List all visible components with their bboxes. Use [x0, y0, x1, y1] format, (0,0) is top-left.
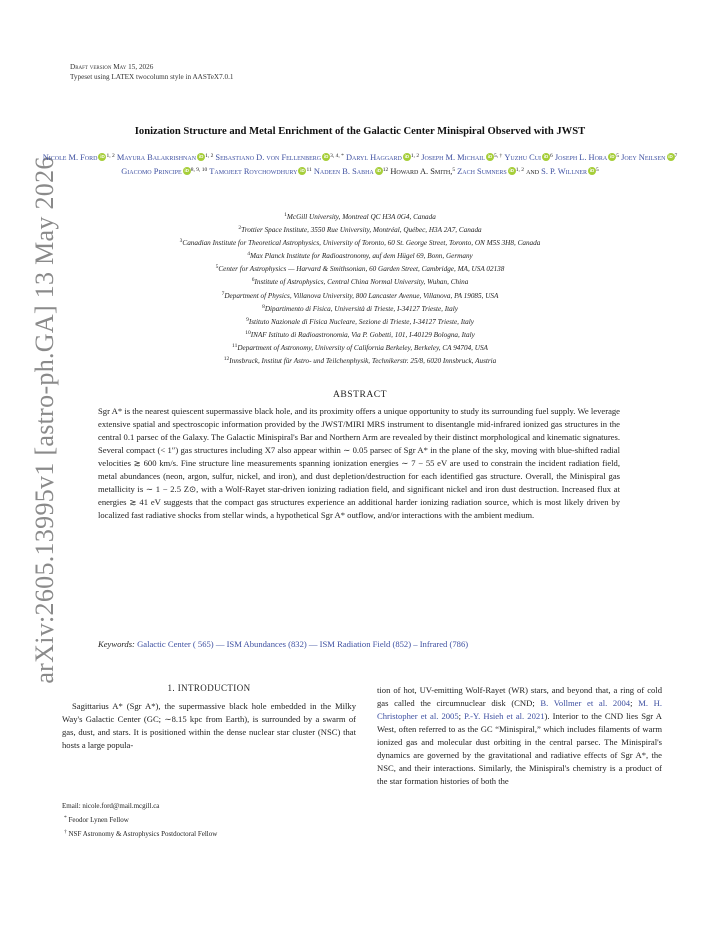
author-affiliation-mark: 11 — [306, 167, 312, 173]
author-affiliation-mark: 5 — [452, 167, 456, 173]
author-affiliation-mark: 1, 2 — [410, 153, 420, 159]
draft-version — [70, 62, 153, 72]
affiliation-number: 1 — [284, 212, 287, 218]
citation-vollmer-2004[interactable]: B. Vollmer et al. 2004 — [540, 698, 631, 708]
author-affiliation-mark: 5 — [596, 167, 599, 173]
author-list — [30, 150, 690, 178]
author-affiliation-mark: 5 — [616, 153, 620, 159]
keyword-separator: – — [411, 639, 420, 649]
affiliation-line — [20, 210, 700, 223]
affiliation-line — [20, 223, 700, 236]
footnote-1-mark: * — [64, 815, 67, 821]
affiliation-text: Dipartimento di Fisica, Università di Trieste, I-34127 Trieste, Italy — [264, 304, 458, 313]
keyword-link[interactable]: ISM Abundances (832) — [226, 639, 307, 649]
affiliation-line — [20, 289, 700, 302]
footnotes — [62, 800, 356, 840]
affiliation-text: Trottier Space Institute, 3550 Rue University, Montréal, Québec, H3A 2A7, Canada — [241, 226, 482, 235]
author-name[interactable]: Yuzhu Cui — [504, 153, 542, 162]
author-name[interactable]: S. P. Willner — [541, 167, 587, 176]
paper-title: Ionization Structure and Metal Enrichment of the Galactic Center Minispiral Observed with JWST — [134, 126, 586, 137]
affiliation-line — [20, 341, 700, 354]
affiliation-line — [20, 354, 700, 367]
keyword-separator: — — [213, 639, 227, 649]
affiliation-line — [20, 302, 700, 315]
affiliation-text: McGill University, Montreal QC H3A 0G4, Canada — [286, 213, 436, 221]
affiliation-line — [20, 236, 700, 249]
affiliation-text: INAF Istituto di Radioastronomia, Via P. Gobetti, 101, I-40129 Bologna, Italy — [250, 330, 475, 339]
affiliation-number: 11 — [232, 342, 238, 349]
author-and: and — [526, 167, 540, 176]
orcid-icon[interactable] — [298, 167, 306, 175]
affiliation-line — [20, 262, 700, 275]
footnote-1 — [62, 812, 356, 826]
footnote-2-text: NSF Astronomy & Astrophysics Postdoctoral Fellow — [68, 830, 218, 838]
citation-separator: ; — [630, 698, 633, 708]
affiliation-number: 10 — [245, 329, 251, 336]
orcid-icon[interactable] — [588, 167, 596, 175]
affiliation-list — [20, 210, 700, 367]
author-affiliation-mark: 3, 4, * — [330, 153, 344, 159]
affiliation-text: Center for Astrophysics — Harvard & Smithsonian, 60 Garden Street, Cambridge, MA, USA 02138 — [218, 265, 505, 274]
affiliation-number: 4 — [247, 251, 251, 258]
affiliation-number: 3 — [179, 238, 183, 245]
author-name[interactable]: Giacomo Principe — [121, 167, 182, 176]
citation-hsieh-2021[interactable]: P.-Y. Hsieh et al. 2021 — [464, 711, 545, 721]
citation-christopher-2005[interactable]: M. H. Christopher et al. 2005 — [377, 698, 663, 721]
author-affiliation-mark: 1, 2 — [106, 153, 115, 159]
affiliation-text: Department of Astronomy, University of California Berkeley, Berkeley, CA 94704, USA — [237, 343, 488, 352]
affiliation-number: 2 — [238, 225, 242, 232]
affiliation-text: Istituto Nazionale di Fisica Nucleare, Sezione di Trieste, I-34127 Trieste, Italy — [248, 317, 474, 326]
affiliation-line — [20, 249, 700, 262]
arxiv-id: arXiv:2605.13995v1 [astro-ph.GA] 13 May 2026 — [30, 156, 59, 684]
affiliation-number: 7 — [221, 290, 225, 297]
author-affiliation-mark: 12 — [382, 167, 389, 173]
author-name[interactable]: Nadeen B. Sabha — [313, 167, 374, 176]
affiliation-number: 12 — [223, 356, 230, 363]
author-name[interactable]: Mayura Balakrishnan — [116, 153, 197, 162]
affiliation-text: Max Planck Institute for Radioastronomy, auf dem Hügel 69, Bonn, Germany — [250, 252, 473, 261]
author-affiliation-mark: 1, 2 — [515, 167, 524, 173]
affiliation-number: 6 — [251, 277, 255, 284]
affiliation-number: 8 — [262, 303, 265, 310]
intro-right-column — [377, 684, 662, 788]
typeset-note: Typeset using LATEX twocolumn style in AASTeX7.0.1 — [70, 73, 234, 81]
author-name[interactable]: Daryl Haggard — [345, 153, 402, 162]
draft-version-text: Draft version May 15, 2026 — [70, 63, 154, 71]
orcid-icon[interactable] — [197, 153, 205, 161]
affiliation-text: Canadian Institute for Theoretical Astrophysics, University of Toronto, 60 St. George Street, Toronto, ON M5S 3H8, Canada — [182, 239, 541, 248]
author-affiliation-mark: 7 — [674, 153, 678, 159]
keyword-separator: — — [306, 639, 320, 649]
affiliation-line — [20, 275, 700, 288]
affiliation-text: Innsbruck, Institut für Astro- und Teilchenphysik, Technikerstr. 25/8, 6020 Innsbruck, Austria — [229, 357, 497, 366]
footnote-2 — [62, 826, 356, 840]
author-affiliation-mark: 8, 9, 10 — [190, 167, 208, 173]
author-name[interactable]: Zach Sumners — [457, 167, 507, 176]
author-name[interactable]: Joseph M. Michail — [421, 153, 485, 162]
orcid-icon[interactable] — [322, 153, 330, 161]
author-name: Howard A. Smith, — [390, 167, 453, 176]
affiliation-text: Institute of Astrophysics, Central China Normal University, Wuhan, China — [254, 278, 469, 287]
author-name[interactable]: Joey Neilsen — [621, 153, 666, 162]
footnote-email: Email: nicole.ford@mail.mcgill.ca — [62, 802, 160, 810]
intro-left-column: Sagittarius A* (Sgr A*), the supermassive black hole embedded in the Milky Way's Galactic Center (GC; ∼8.15 kpc from Earth), is surrounded by a swarm of gas, dust, and stars. It is positioned within the dense nuclear star cluster (NSC) that hosts a large popula- — [62, 701, 356, 750]
affiliation-text: Department of Physics, Villanova University, 800 Lancaster Avenue, Villanova, PA 19085, USA — [224, 291, 499, 300]
orcid-icon[interactable] — [542, 153, 550, 161]
section-heading-introduction: 1. INTRODUCTION — [167, 683, 251, 693]
keyword-link[interactable]: Galactic Center ( 565) — [137, 639, 214, 649]
author-name[interactable]: Joseph L. Hora — [554, 153, 608, 162]
keyword-link[interactable]: Infrared (786) — [419, 639, 469, 649]
footnote-2-mark: † — [64, 829, 67, 835]
citation-separator: ; — [458, 711, 462, 721]
abstract-heading: ABSTRACT — [332, 389, 388, 400]
keywords — [98, 638, 620, 651]
author-name[interactable]: Nicole M. Ford — [42, 153, 98, 162]
affiliation-line — [20, 328, 700, 341]
orcid-icon[interactable] — [183, 167, 191, 175]
author-affiliation-mark: 5, † — [493, 153, 503, 159]
keyword-link[interactable]: ISM Radiation Field (852) — [319, 639, 412, 649]
footnote-1-text: Feodor Lynen Fellow — [68, 816, 129, 824]
intro-right-text-1: tion of hot, UV-emitting Wolf-Rayet (WR) stars, and beyond that, a ring of cold gas called the circumnuclear disk (CND; — [377, 685, 662, 708]
affiliation-number: 5 — [215, 264, 219, 271]
author-name[interactable]: Sebastiano D. von Fellenberg — [215, 153, 322, 162]
orcid-icon[interactable] — [486, 153, 494, 161]
intro-right-text-2: ). Interior to the CND lies Sgr A West, often referred to as the GC “Minispiral,” which includes filaments of warm ionized gas and molecular dust orbiting in the central parsec. The Minispiral's dynamics are governed by the gravitational and radiative effects of Sgr A*, the NSC, and their interactions. Similarly, the Minispiral's chemistry is a product of the star formation histories of both the — [377, 711, 663, 786]
orcid-icon[interactable] — [98, 153, 106, 161]
author-affiliation-mark: 1, 2 — [205, 153, 214, 159]
orcid-icon[interactable] — [508, 167, 516, 175]
author-affiliation-mark: 6 — [550, 153, 553, 159]
abstract-body: Sgr A* is the nearest quiescent supermassive black hole, and its proximity offers a unique opportunity to study its surrounding fuel supply. We leverage extensive spatial and spectroscopic information provided by the JWST/MIRI MRS instrument to disentangle mid-infrared ionized gas structures in the central 0.1 parsec of the Galaxy. The Galactic Minispiral's Bar and Northern Arm are revealed by their distinct morphological and kinematic signatures. Several compact (< 1″) gas structures including X7 also appear within ∼ 0.05 parsec of Sgr A* in the plane of the sky, moving with blue-shifted radial velocities ≳ 600 km/s. Fine structure line measurements spanning ionization energies ∼ 7 − 55 eV are used to constrain the incident radiation field, metal abundances (neon, argon, sulfur, nickel, and iron), and dust depletion/destruction for each identified gas structure. Overall, the Minispiral gas metallicity is ∼ 1 − 2.5 Z⊙, with a Wolf-Rayet star-driven ionizing radiation field, and significant nickel and iron dust destruction. Increased flux at energies ≳ 41 eV suggests that the compact gas structures experience an additional harder ionizing radiation source, which is most likely driven by localized fast radiative shocks from stellar winds, a hypothetical Sgr A* outflow, and/or interactions with the ambient medium. — [98, 406, 620, 520]
orcid-icon[interactable] — [403, 153, 411, 161]
orcid-icon[interactable] — [375, 167, 383, 175]
affiliation-line — [20, 315, 700, 328]
affiliation-number: 9 — [246, 316, 249, 323]
author-name[interactable]: Tamojeet Roychowdhury — [209, 167, 298, 176]
keywords-label: Keywords: — [98, 639, 135, 649]
orcid-icon[interactable] — [667, 153, 675, 161]
orcid-icon[interactable] — [608, 153, 616, 161]
